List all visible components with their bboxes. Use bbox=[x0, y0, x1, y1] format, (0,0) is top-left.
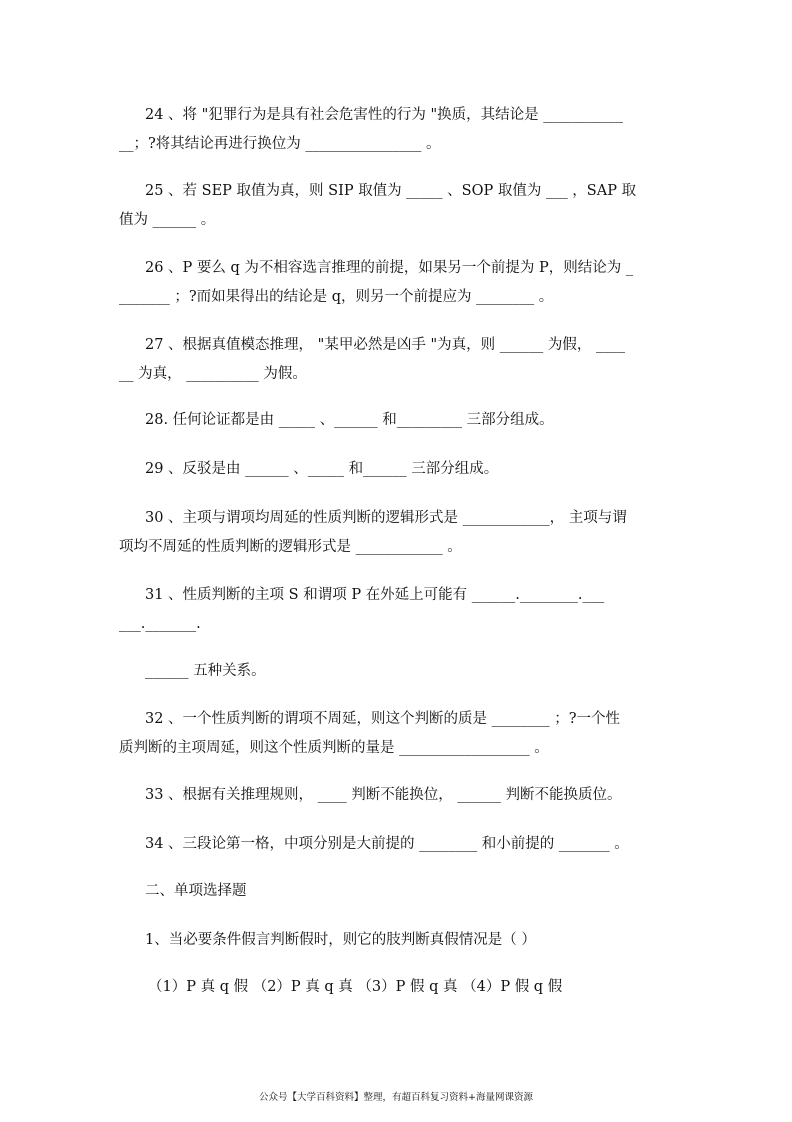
question-27-line-1: 27 、根据真值模态推理， "某甲必然是凶手 "为真，则 ______ 为假， ____ bbox=[145, 337, 625, 353]
question-26-line-2: _______ ；?而如果得出的结论是 q，则另一个前提应为 ________ 。 bbox=[119, 289, 554, 305]
question-31-line-1: 31 、性质判断的主项 S 和谓项 P 在外延上可能有 ______.________.___ bbox=[145, 587, 605, 603]
question-24-line-2: __；?将其结论再进行换位为 ________________ 。 bbox=[119, 136, 441, 152]
question-25-line-1: 25 、若 SEP 取值为真，则 SIP 取值为 _____ 、SOP 取值为 ___ ，SAP 取 bbox=[145, 183, 637, 199]
question-31-line-2: ___._______. bbox=[119, 616, 201, 632]
question-30-line-2: 项均不周延的性质判断的逻辑形式是 ____________ 。 bbox=[119, 539, 462, 555]
question-27-line-2: __ 为真， __________ 为假。 bbox=[119, 366, 307, 382]
question-32-line-2: 质判断的主项周延，则这个性质判断的量是 __________________ 。 bbox=[119, 740, 549, 756]
choice-question-options: （1）P 真 q 假 （2）P 真 q 真 （3）P 假 q 真 （4）P 假 q 假 bbox=[148, 979, 563, 995]
question-25-line-2: 值为 ______ 。 bbox=[119, 212, 216, 228]
question-30-line-1: 30 、主项与谓项均周延的性质判断的逻辑形式是 ____________， 主项与谓 bbox=[145, 510, 627, 526]
choice-question-stem: 1、当必要条件假言判断假时，则它的肢判断真假情况是（ ） bbox=[145, 932, 536, 948]
question-26-line-1: 26 、P 要么 q 为不相容选言推理的前提，如果另一个前提为 P，则结论为 _ bbox=[145, 260, 634, 276]
question-29-line-1: 29 、反驳是由 ______ 、_____ 和______ 三部分组成。 bbox=[145, 461, 499, 477]
section-title: 二、单项选择题 bbox=[145, 883, 247, 899]
page-footer: 公众号【大学百科资料】整理，有超百科复习资料+海量网课资源 bbox=[259, 1092, 533, 1103]
question-28-line-1: 28. 任何论证都是由 _____ 、______ 和_________ 三部分组成。 bbox=[145, 412, 554, 428]
question-33-line-1: 33 、根据有关推理规则， ____ 判断不能换位， ______ 判断不能换质位。 bbox=[145, 787, 622, 803]
question-31-line-3: ______ 五种关系。 bbox=[145, 663, 266, 679]
question-32-line-1: 32 、一个性质判断的谓项不周延，则这个判断的质是 ________ ；?一个性 bbox=[145, 711, 621, 727]
question-24-line-1: 24 、将 "犯罪行为是具有社会危害性的行为 "换质，其结论是 ___________ bbox=[145, 107, 623, 123]
question-34-line-1: 34 、三段论第一格，中项分别是大前提的 ________ 和小前提的 _______ 。 bbox=[145, 836, 629, 852]
